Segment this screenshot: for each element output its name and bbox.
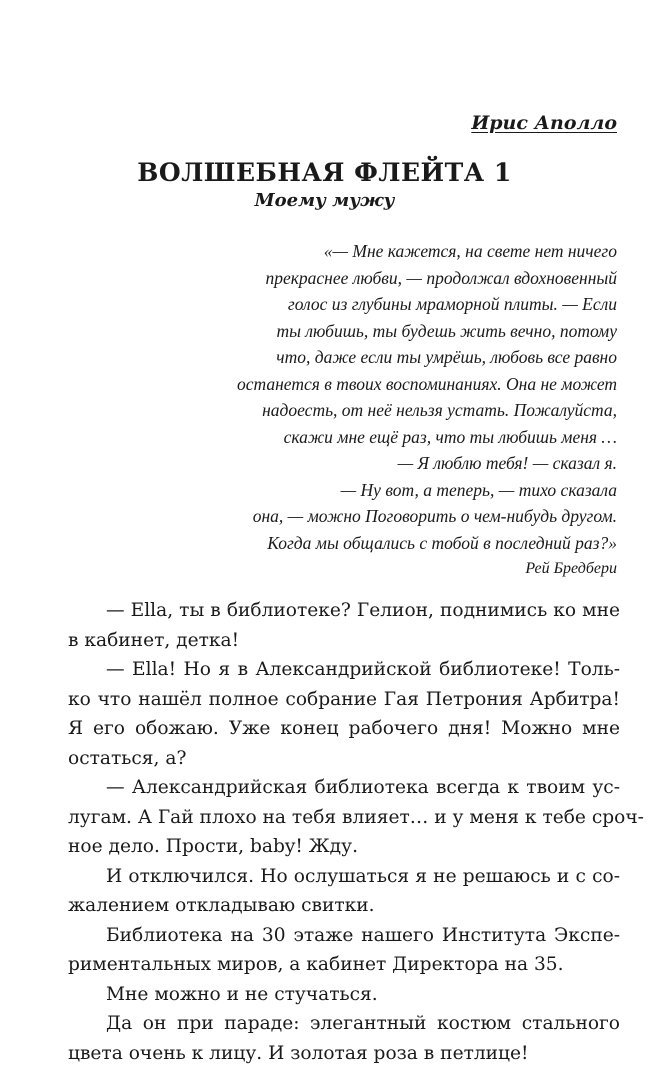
epigraph-attribution: Рей Бредбери <box>525 560 617 577</box>
body-line: — Ella! Но я в Александрийской библиотеке! Толь- <box>106 659 620 680</box>
dedication: Моему мужу <box>254 190 395 211</box>
epigraph-line: скажи мне ещё раз, что ты любишь меня … <box>283 426 617 447</box>
epigraph-line: она, — можно Поговорить о чем-нибудь другом. <box>252 506 617 526</box>
body-line: Я его обожаю. Уже конец рабочего дня! Можно мне <box>68 718 620 739</box>
author-name: Ирис Аполло <box>471 112 617 134</box>
body-line: И отключился. Но ослушаться я не решаюсь и с со- <box>106 865 620 887</box>
body-line: в кабинет, детка! <box>68 629 240 651</box>
epigraph-line: голос из глубины мраморной плиты. — Если <box>287 294 617 314</box>
chapter-title: ВОЛШЕБНАЯ ФЛЕЙТА 1 <box>137 158 512 187</box>
epigraph-line: останется в твоих воспоминаниях. Она не может <box>237 373 617 394</box>
epigraph-line: — Я люблю тебя! — сказал я. <box>397 453 617 473</box>
body-line: Библиотека на 30 этаже нашего Института Экспе- <box>106 924 620 946</box>
epigraph <box>147 238 617 583</box>
body-line: — Александрийская библиотека всегда к твоим ус- <box>106 777 620 798</box>
body-line: цвета очень к лицу. И золотая роза в петлице! <box>68 1042 529 1064</box>
epigraph-line: что, даже если ты умрёшь, любовь все равно <box>276 347 617 367</box>
epigraph-line: — Ну вот, а теперь, — тихо сказала <box>340 479 617 500</box>
epigraph-line: прекраснее любви, — продолжал вдохновенный <box>265 267 617 288</box>
epigraph-line: ты любишь, ты будешь жить вечно, потому <box>276 320 617 341</box>
body-line: риментальных миров, а кабинет Директора на 35. <box>68 954 564 975</box>
epigraph-line: надоесть, от неё нельзя устать. Пожалуйста, <box>262 400 617 420</box>
body-text <box>68 596 644 1068</box>
body-line: ное дело. Прости, baby! Жду. <box>68 836 358 857</box>
epigraph-line: Когда мы общались с тобой в последний раз?» <box>267 532 617 553</box>
body-line: остаться, а? <box>68 747 187 769</box>
body-line: лугам. А Гай плохо на тебя влияет… и у меня к тебе сроч- <box>68 806 644 828</box>
body-line: жалением откладываю свитки. <box>68 895 375 916</box>
epigraph-line: «— Мне кажется, на свете нет ничего <box>323 241 617 261</box>
body-line: Да он при параде: элегантный костюм стального <box>106 1013 620 1034</box>
body-line: ко что нашёл полное собрание Гая Петрония Арбитра! <box>68 688 620 710</box>
body-line: — Ella, ты в библиотеке? Гелион, поднимись ко мне <box>106 600 620 621</box>
body-line: Мне можно и не стучаться. <box>106 983 378 1005</box>
